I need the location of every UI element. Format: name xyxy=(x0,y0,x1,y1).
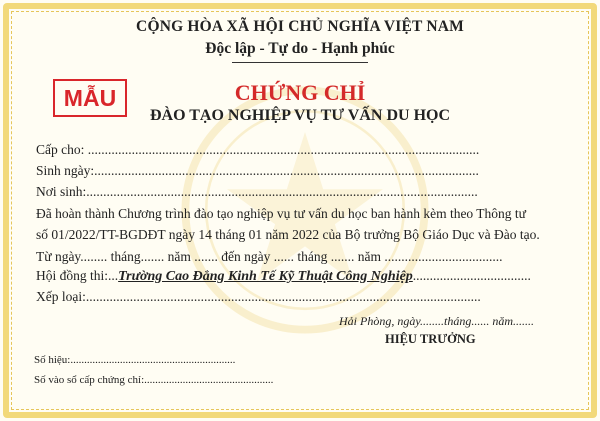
recipient-field: Cấp cho: .................................................................................................................... xyxy=(36,142,480,157)
principal-title: HIỆU TRƯỞNG xyxy=(385,332,476,346)
period-field: Từ ngày........ tháng....... năm ....... đến ngày ...... tháng ....... năm ................................... xyxy=(36,249,503,264)
completion-text-2: số 01/2022/TT-BGDĐT ngày 14 tháng 01 năm 2022 của Bộ trưởng Bộ Giáo Dục và Đào tạo. xyxy=(36,227,540,242)
council-field xyxy=(36,268,531,285)
signing-place-date: Hải Phòng, ngày........tháng...... năm....... xyxy=(339,314,534,328)
dob-field: Sinh ngày:.................................................................................................................. xyxy=(36,163,479,178)
council-value: Trường Cao Đẳng Kinh Tế Kỹ Thuật Công Nghiệp xyxy=(118,269,413,284)
serial-number-field: Số hiệu:............................................................ xyxy=(34,354,236,366)
certificate-subtitle: ĐÀO TẠO NGHIỆP VỤ TƯ VẤN DU HỌC xyxy=(149,107,451,124)
pob-field: Nơi sinh:.................................................................................................................... xyxy=(36,184,478,199)
sample-stamp: MẪU xyxy=(53,79,127,117)
council-label: Hội đồng thi:... xyxy=(36,268,119,283)
motto-heading: Độc lập - Tự do - Hạnh phúc xyxy=(205,40,395,57)
motto-underline xyxy=(232,62,368,63)
completion-text-1: Đã hoàn thành Chương trình đào tạo nghiệp vụ tư vấn du học ban hành kèm theo Thông tư xyxy=(36,206,527,221)
grade-field: Xếp loại:..................................................................................................................... xyxy=(36,289,481,304)
council-tail: ................................... xyxy=(412,268,531,283)
registry-number-field: Số vào sổ cấp chứng chỉ:............................................... xyxy=(34,374,274,386)
nation-heading: CỘNG HÒA XÃ HỘI CHỦ NGHĨA VIỆT NAM xyxy=(136,18,464,35)
certificate-title: CHỨNG CHỈ xyxy=(234,80,366,105)
